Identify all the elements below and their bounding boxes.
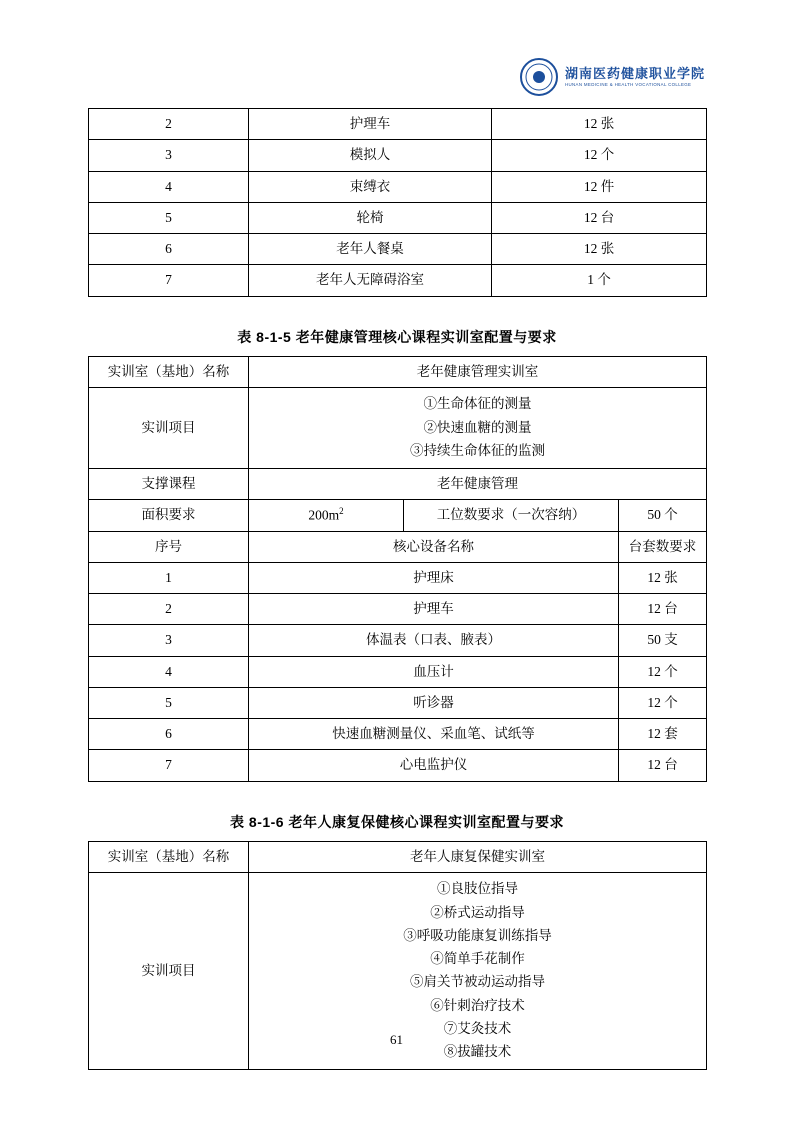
cell-index: 3 bbox=[89, 140, 249, 171]
cell-quantity: 12 件 bbox=[492, 171, 707, 202]
table-row-course bbox=[89, 468, 707, 499]
value-room-name: 老年人康复保健实训室 bbox=[249, 841, 707, 872]
college-name-cn: 湖南医药健康职业学院 bbox=[564, 66, 705, 81]
cell-equipment-name: 束缚衣 bbox=[249, 171, 492, 202]
label-room-name: 实训室（基地）名称 bbox=[89, 841, 249, 872]
project-item: ③持续生命体征的监测 bbox=[410, 442, 545, 458]
table-caption-8-1-5: 表 8-1-5 老年健康管理核心课程实训室配置与要求 bbox=[237, 328, 557, 345]
cell-quantity: 12 张 bbox=[492, 109, 707, 140]
cell-equipment-name: 护理车 bbox=[249, 109, 492, 140]
cell-index: 7 bbox=[89, 265, 249, 296]
table-row bbox=[89, 171, 707, 202]
cell-equipment-name: 老年人无障碍浴室 bbox=[249, 265, 492, 296]
page-number: 61 bbox=[390, 1032, 403, 1047]
table-row bbox=[89, 562, 707, 593]
table-row bbox=[89, 140, 707, 171]
header-quantity: 台套数要求 bbox=[619, 531, 707, 562]
cell-equipment-name: 心电监护仪 bbox=[249, 750, 619, 781]
project-item: ⑤肩关节被动运动指导 bbox=[410, 974, 545, 990]
cell-quantity: 12 台 bbox=[619, 750, 707, 781]
table-row bbox=[89, 109, 707, 140]
cell-quantity: 12 张 bbox=[492, 234, 707, 265]
cell-index: 2 bbox=[89, 594, 249, 625]
college-logo bbox=[520, 58, 705, 96]
table-row-project bbox=[89, 387, 707, 468]
label-room-name: 实训室（基地）名称 bbox=[89, 356, 249, 387]
cell-index: 1 bbox=[89, 562, 249, 593]
area-unit-exponent: 2 bbox=[339, 505, 344, 516]
cell-equipment-name: 听诊器 bbox=[249, 687, 619, 718]
cell-equipment-name: 护理车 bbox=[249, 594, 619, 625]
value-room-name: 老年健康管理实训室 bbox=[249, 356, 707, 387]
cell-quantity: 12 个 bbox=[619, 687, 707, 718]
header-index: 序号 bbox=[89, 531, 249, 562]
table-row bbox=[89, 594, 707, 625]
table-row bbox=[89, 625, 707, 656]
table-row-area bbox=[89, 499, 707, 531]
project-item: ⑧拔罐技术 bbox=[443, 1044, 512, 1059]
value-project-list bbox=[249, 387, 707, 468]
value-area bbox=[249, 499, 404, 531]
cell-index: 5 bbox=[89, 687, 249, 718]
table-row-room-name bbox=[89, 356, 707, 387]
area-number: 200m bbox=[308, 507, 340, 523]
table-row bbox=[89, 750, 707, 781]
cell-index: 4 bbox=[89, 171, 249, 202]
header-equipment-name: 核心设备名称 bbox=[249, 531, 619, 562]
table-header-row bbox=[89, 531, 707, 562]
table-8-1-5 bbox=[88, 356, 707, 782]
project-item: ②桥式运动指导 bbox=[430, 904, 525, 920]
cell-index: 6 bbox=[89, 234, 249, 265]
cell-index: 2 bbox=[89, 109, 249, 140]
cell-index: 4 bbox=[89, 656, 249, 687]
cell-quantity: 50 支 bbox=[619, 625, 707, 656]
project-item: ①良肢位指导 bbox=[437, 881, 518, 897]
table-caption-8-1-6: 表 8-1-6 老年人康复保健核心课程实训室配置与要求 bbox=[230, 813, 564, 830]
value-station: 50 个 bbox=[619, 499, 707, 531]
table-row bbox=[89, 202, 707, 233]
table-row bbox=[89, 687, 707, 718]
cell-quantity: 12 台 bbox=[619, 594, 707, 625]
cell-quantity: 12 台 bbox=[492, 202, 707, 233]
cell-quantity: 12 张 bbox=[619, 562, 707, 593]
cell-equipment-name: 体温表（口表、腋表） bbox=[249, 625, 619, 656]
equipment-table-continued bbox=[88, 108, 707, 297]
table-row-room-name bbox=[89, 841, 707, 872]
cell-equipment-name: 轮椅 bbox=[249, 202, 492, 233]
college-name-en: HUNAN MEDICINE & HEALTH VOCATIONAL COLLEGE bbox=[564, 81, 692, 87]
cell-quantity: 12 个 bbox=[619, 656, 707, 687]
cell-index: 7 bbox=[89, 750, 249, 781]
project-item: ⑥针刺治疗技术 bbox=[430, 997, 525, 1013]
label-station: 工位数要求（一次容纳） bbox=[404, 499, 619, 531]
cell-quantity: 12 个 bbox=[492, 140, 707, 171]
project-item: ③呼吸功能康复训练指导 bbox=[403, 927, 552, 943]
project-item: ⑦艾灸技术 bbox=[443, 1020, 512, 1036]
cell-quantity: 1 个 bbox=[492, 265, 707, 296]
value-course: 老年健康管理 bbox=[249, 468, 707, 499]
cell-equipment-name: 血压计 bbox=[249, 656, 619, 687]
page-content bbox=[88, 108, 706, 1070]
cell-index: 5 bbox=[89, 202, 249, 233]
cell-quantity: 12 套 bbox=[619, 719, 707, 750]
label-area: 面积要求 bbox=[89, 499, 249, 531]
table-row bbox=[89, 719, 707, 750]
cell-index: 3 bbox=[89, 625, 249, 656]
college-seal-icon bbox=[520, 58, 558, 96]
label-project: 实训项目 bbox=[89, 387, 249, 468]
table-row bbox=[89, 265, 707, 296]
college-logo-text bbox=[565, 67, 705, 87]
cell-equipment-name: 快速血糖测量仪、采血笔、试纸等 bbox=[249, 719, 619, 750]
label-project: 实训项目 bbox=[89, 872, 249, 1069]
cell-equipment-name: 模拟人 bbox=[249, 140, 492, 171]
project-item: ①生命体征的测量 bbox=[423, 396, 532, 412]
cell-index: 6 bbox=[89, 719, 249, 750]
table-row bbox=[89, 234, 707, 265]
project-item: ④简单手花制作 bbox=[430, 951, 525, 966]
cell-equipment-name: 护理床 bbox=[249, 562, 619, 593]
label-course: 支撑课程 bbox=[89, 468, 249, 499]
cell-equipment-name: 老年人餐桌 bbox=[249, 234, 492, 265]
table-row bbox=[89, 656, 707, 687]
project-item: ②快速血糖的测量 bbox=[423, 419, 532, 435]
